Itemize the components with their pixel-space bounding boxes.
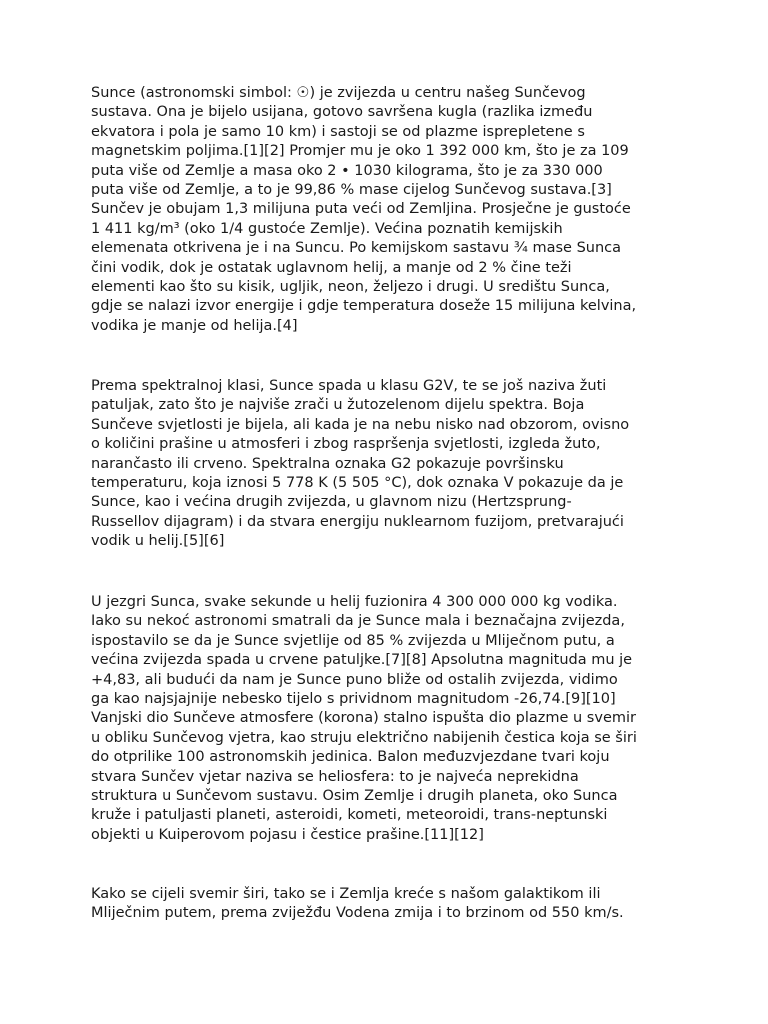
paragraph-sun-overview: Sunce (astronomski simbol: ☉) je zvijezda u centru našeg Sunčevog sustava. Ona je bijelo usijana, gotovo savršena kugla (razlika između ekvatora i pola je samo 10 km) i sastoji se od plazme isprepletene s magnetskim poljima.[1][2] Promjer mu je oko 1 392 000 km, što je za 109 puta više od Zemlje a masa oko 2 • 1030 kilograma, što je za 330 000 puta više od Zemlje, a to je 99,86 % mase cijelog Sunčevog sustava.[3] Sunčev je obujam 1,3 milijuna puta veći od Zemljina. Prosječne je gustoće 1 411 kg/m³ (oko 1/4 gustoće Zemlje). Većina poznatih kemijskih elemenata otkrivena je i na Suncu. Po kemijskom sastavu ¾ mase Sunca čini vodik, dok je ostatak uglavnom helij, a manje od 2 % čine teži elementi kao što su kisik, ugljik, neon, željezo i drugi. U središtu Sunca, gdje se nalazi izvor energije i gdje temperatura doseže 15 milijuna kelvina, vodika je manje od helija.[4] bbox=[91, 85, 637, 334]
paragraph-spectral-class: Prema spektralnoj klasi, Sunce spada u klasu G2V, te se još naziva žuti patuljak, zato što je najviše zrači u žutozelenom dijelu spektra. Boja Sunčeve svjetlosti je bijela, ali kada je na nebu nisko nad obzorom, ovisno o količini prašine u atmosferi i zbog raspršenja svjetlosti, izgleda žuto, narančasto ili crveno. Spektralna oznaka G2 pokazuje površinsku temperaturu, koja iznosi 5 778 K (5 505 °C), dok oznaka V pokazuje da je Sunce, kao i većina drugih zvijezda, u glavnom nizu (Hertzsprung- Russellov dijagram) i da stvara energiju nuklearnom fuzijom, pretvarajući vodik u helij.[5][6] bbox=[91, 378, 630, 550]
paragraph-core-and-heliosphere: U jezgri Sunca, svake sekunde u helij fuzionira 4 300 000 000 kg vodika. Iako su nekoć astronomi smatrali da je Sunce mala i beznačajna zvijezda, ispostavilo se da je Sunce svjetlije od 85 % zvijezda u Mliječnom putu, a većina zvijezda spada u crvene patuljke.[7][8] Apsolutna magnituda mu je +4,83, ali budući da nam je Sunce puno bliže od ostalih zvijezda, vidimo ga kao najsjajnije nebesko tijelo s prividnom magnitudom -26,74.[9][10] Vanjski dio Sunčeve atmosfere (korona) stalno ispušta dio plazme u svemir u obliku Sunčevog vjetra, kao struju električno nabijenih čestica koja se širi do otprilike 100 astronomskih jedinica. Balon međuzvjezdane tvari koju stvara Sunčev vjetar naziva se heliosfera: to je najveća neprekidna struktura u Sunčevom sustavu. Osim Zemlje i drugih planeta, oko Sunca kruže i patuljasti planeti, asteroidi, kometi, meteoroidi, trans-neptunski objekti u Kuiperovom pojasu i čestice prašine.[11][12] bbox=[91, 594, 637, 843]
paragraph-galactic-motion: Kako se cijeli svemir širi, tako se i Zemlja kreće s našom galaktikom ili Mliječnim putem, prema zviježđu Vodena zmija i to brzinom od 550 km/s. bbox=[91, 886, 624, 922]
